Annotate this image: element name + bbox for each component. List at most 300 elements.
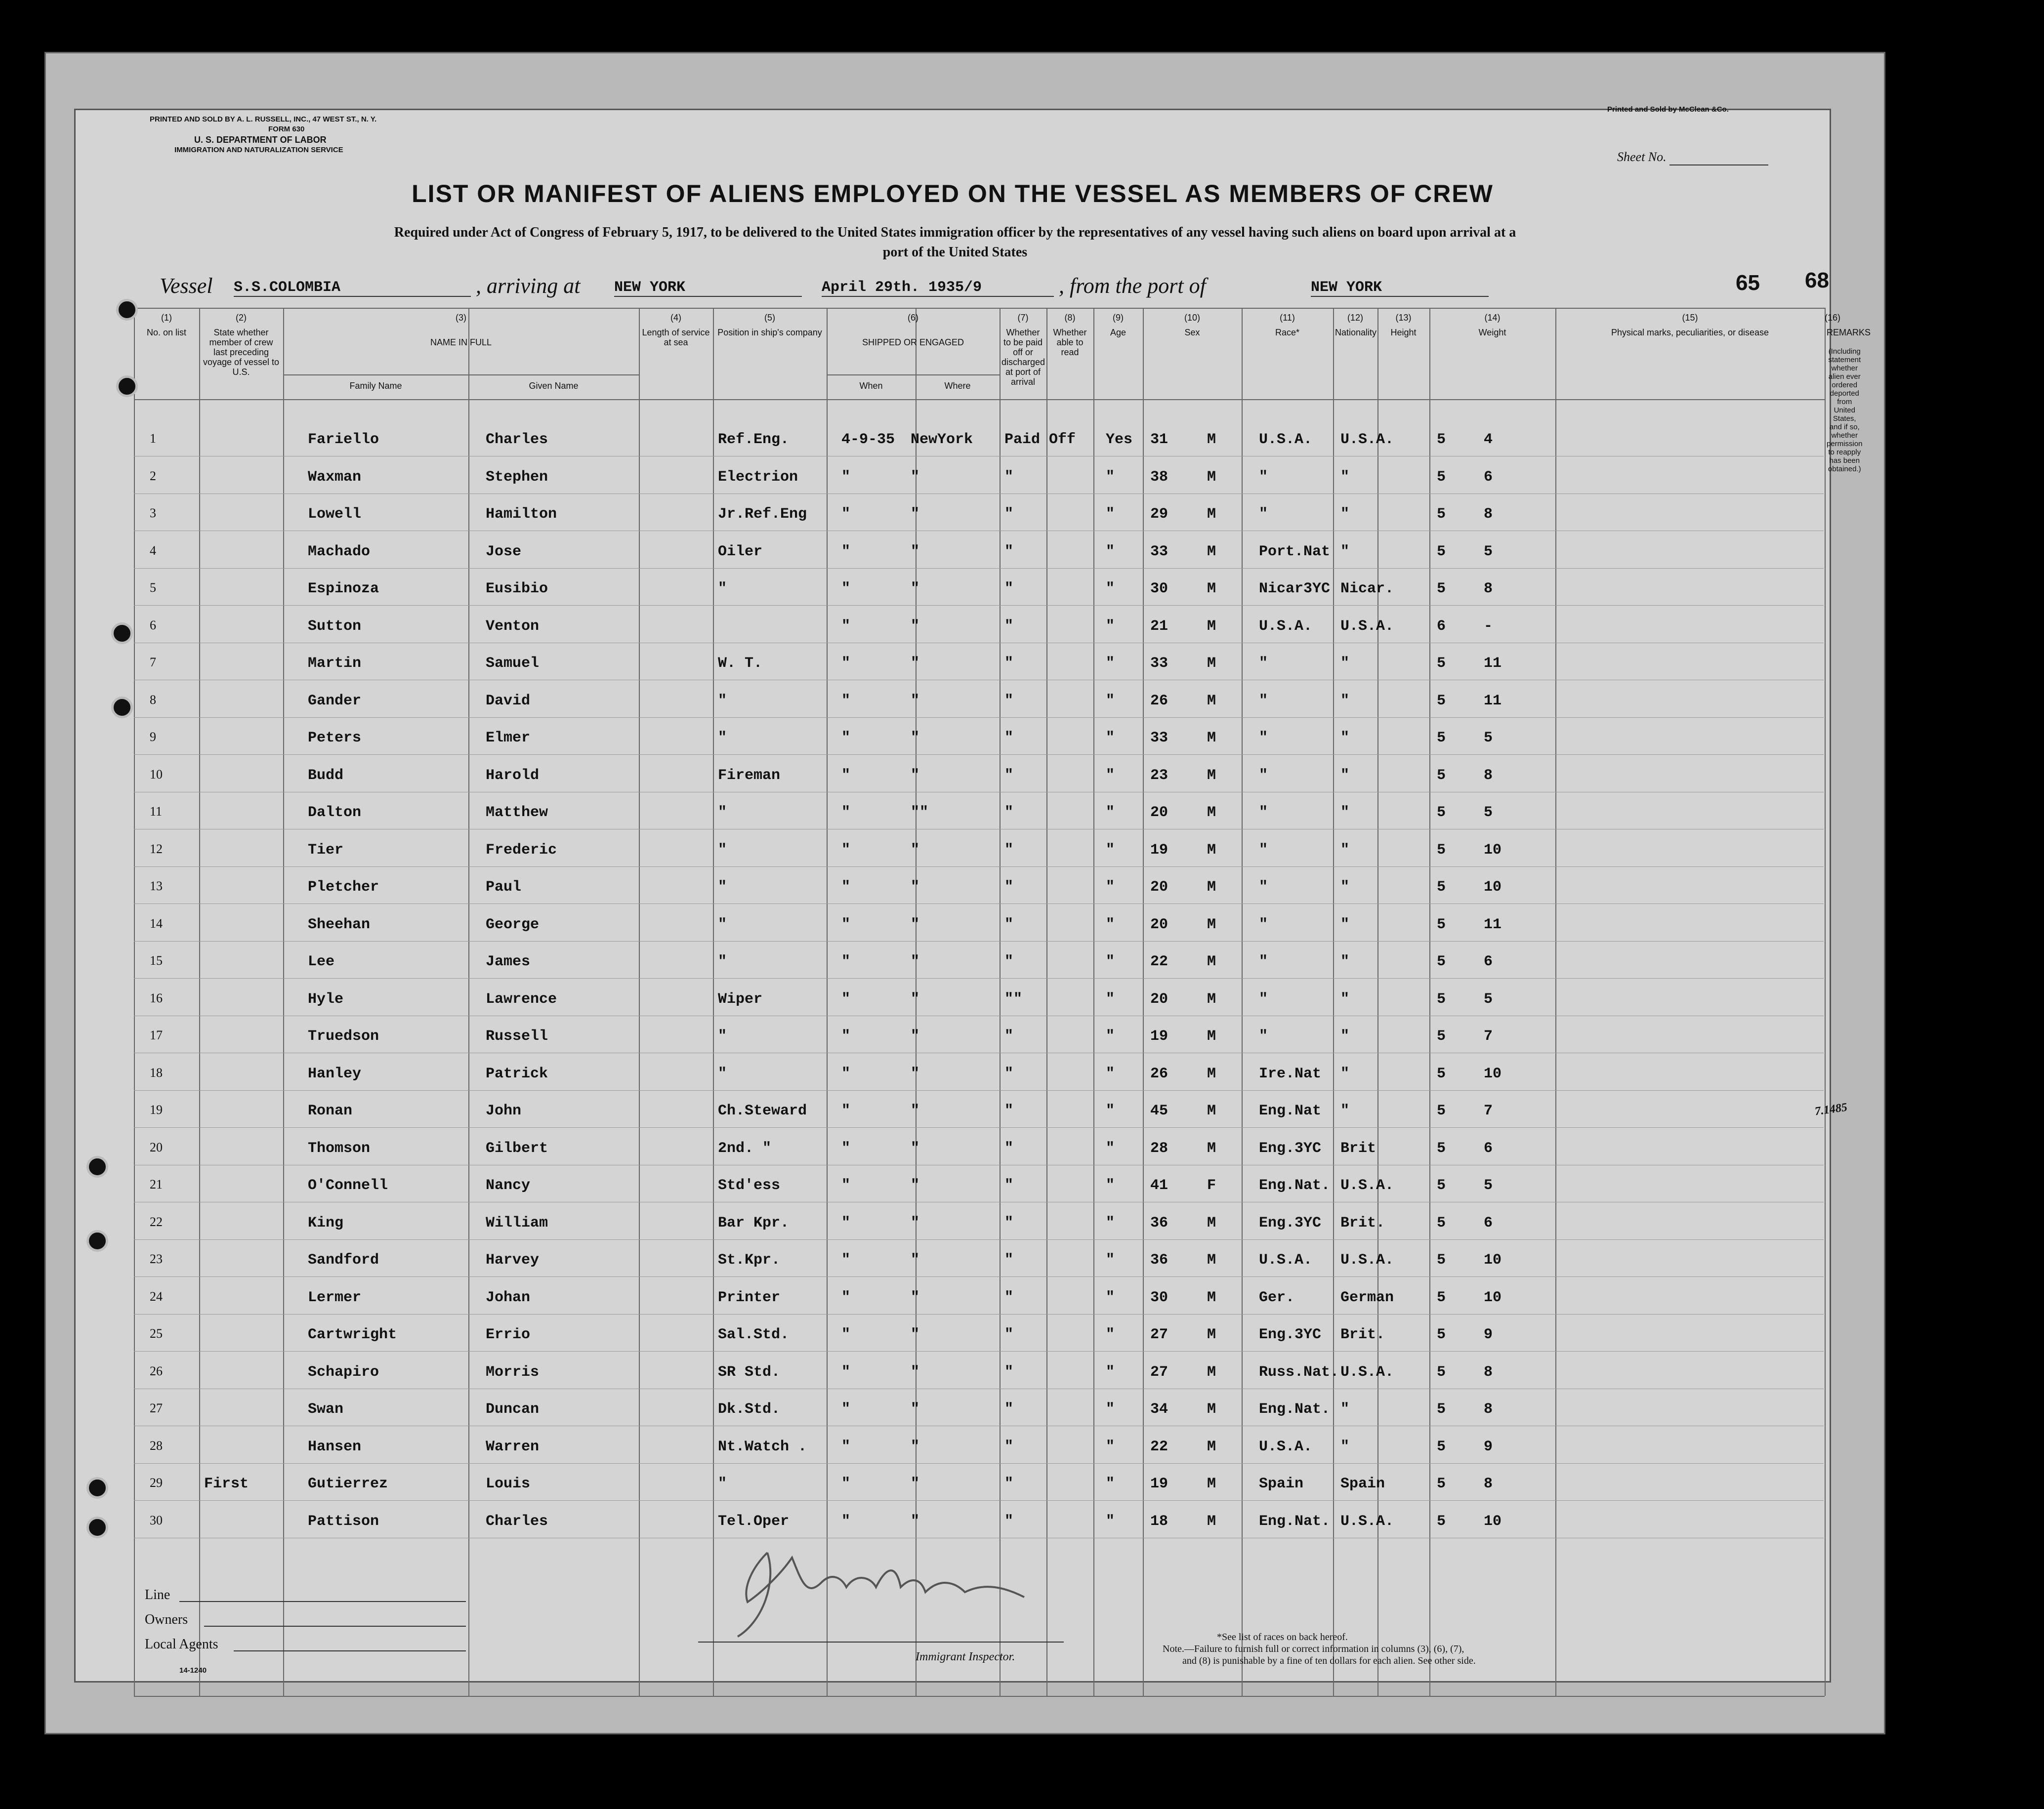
- agents-rule: [234, 1650, 466, 1651]
- height-cell: 5: [1437, 1177, 1446, 1194]
- nationality-cell: German: [1340, 1289, 1394, 1306]
- family-name-cell: Budd: [308, 767, 344, 784]
- weight-cell: 5: [1484, 730, 1493, 746]
- row-rule: [134, 941, 1824, 942]
- sex-cell: M: [1207, 692, 1216, 709]
- family-name-cell: Hanley: [308, 1065, 362, 1082]
- position-cell: ": [718, 1028, 727, 1045]
- able-to-read-cell: ": [1106, 655, 1115, 672]
- row-number: 25: [150, 1326, 163, 1341]
- given-name-cell: Venton: [486, 617, 540, 635]
- position-cell: W. T.: [718, 655, 763, 672]
- column-header: State whether member of crew last preceding voyage of vessel to U.S.: [203, 328, 280, 377]
- able-to-read-cell: ": [1106, 1214, 1115, 1232]
- able-to-read-cell: ": [1106, 990, 1115, 1008]
- age-cell: 38: [1150, 468, 1168, 486]
- weight-cell: 6: [1484, 1140, 1493, 1157]
- shipped-when-cell: ": [841, 1103, 851, 1119]
- shipped-where-cell: ": [911, 1103, 920, 1119]
- column-rule: [1093, 308, 1094, 1696]
- position-cell: Ref.Eng.: [718, 431, 790, 448]
- sex-cell: M: [1207, 1438, 1216, 1455]
- shipped-where-cell: NewYork: [911, 431, 973, 448]
- sheet-number-label: Sheet No.: [1617, 150, 1768, 165]
- age-cell: 30: [1150, 1289, 1168, 1306]
- column-header: Physical marks, peculiarities, or disease: [1611, 328, 1769, 337]
- row-number: 23: [150, 1252, 163, 1266]
- position-cell: ": [718, 1476, 727, 1492]
- nationality-cell: ": [1340, 1401, 1350, 1418]
- shipped-when-cell: ": [841, 1363, 851, 1381]
- nationality-cell: ": [1340, 1103, 1350, 1119]
- given-name-cell: Stephen: [486, 468, 548, 486]
- column-number: (4): [670, 313, 681, 323]
- position-cell: Wiper: [718, 990, 763, 1008]
- family-name-cell: Gander: [308, 692, 362, 709]
- given-name-cell: Hamilton: [486, 506, 557, 523]
- row-rule: [134, 717, 1824, 718]
- family-name-cell: Dalton: [308, 804, 362, 821]
- weight-cell: 7: [1484, 1103, 1493, 1119]
- column-header: No. on list: [146, 328, 187, 337]
- given-name-cell: Elmer: [486, 730, 531, 746]
- shipped-when-cell: ": [841, 879, 851, 896]
- sex-cell: M: [1207, 916, 1216, 933]
- column-rule: [1242, 308, 1243, 1696]
- shipped-where-cell: ": [911, 1252, 920, 1269]
- family-name-cell: Sheehan: [308, 916, 371, 933]
- shipped-where-cell: ": [911, 1289, 920, 1306]
- given-name-cell: Louis: [486, 1476, 531, 1492]
- nationality-cell: U.S.A.: [1340, 617, 1394, 635]
- sex-cell: M: [1207, 506, 1216, 523]
- row-number: 15: [150, 953, 163, 968]
- shipped-when-cell: ": [841, 1401, 851, 1418]
- penalty-note-1: Note.—Failure to furnish full or correct information in columns (3), (6), (7),: [1163, 1644, 1464, 1654]
- column-rule: [134, 308, 135, 1696]
- arriving-port: NEW YORK: [614, 273, 802, 297]
- weight-cell: 5: [1484, 543, 1493, 560]
- weight-cell: 7: [1484, 1028, 1493, 1045]
- family-name-cell: Martin: [308, 655, 362, 672]
- age-cell: 33: [1150, 730, 1168, 746]
- shipped-where-cell: ": [911, 879, 920, 896]
- height-cell: 5: [1437, 1363, 1446, 1381]
- row-number: 11: [150, 804, 163, 819]
- weight-cell: 11: [1484, 655, 1502, 672]
- age-cell: 33: [1150, 543, 1168, 560]
- column-rule: [827, 308, 828, 1696]
- able-to-read-cell: ": [1106, 879, 1115, 896]
- given-name-cell: Errio: [486, 1326, 531, 1343]
- position-cell: Ch.Steward: [718, 1103, 807, 1119]
- column-number: (5): [764, 313, 775, 323]
- shipped-where-cell: ": [911, 543, 920, 560]
- shipped-when-cell: ": [841, 767, 851, 784]
- from-label: , from the port of: [1059, 274, 1206, 298]
- column-number: (9): [1113, 313, 1124, 323]
- race-cell: U.S.A.: [1259, 617, 1313, 635]
- column-rule: [468, 308, 469, 1696]
- binder-hole: [86, 1156, 108, 1178]
- weight-cell: 9: [1484, 1438, 1493, 1455]
- age-cell: 26: [1150, 1065, 1168, 1082]
- nationality-cell: ": [1340, 468, 1350, 486]
- paid-off-cell: ": [1004, 1214, 1014, 1232]
- weight-cell: 5: [1484, 1177, 1493, 1194]
- shipped-where-cell: ": [911, 916, 920, 933]
- age-cell: 19: [1150, 841, 1168, 859]
- shipped-when-cell: ": [841, 841, 851, 859]
- age-cell: 22: [1150, 1438, 1168, 1455]
- owners-rule: [204, 1626, 466, 1627]
- row-number: 21: [150, 1177, 163, 1192]
- row-rule: [134, 1463, 1824, 1464]
- able-to-read-cell: ": [1106, 506, 1115, 523]
- column-header: Whether able to read: [1053, 328, 1087, 357]
- given-name-cell: Frederic: [486, 841, 557, 859]
- shipped-where-cell: ": [911, 1177, 920, 1194]
- able-to-read-cell: ": [1106, 1438, 1115, 1455]
- weight-cell: 4: [1484, 431, 1493, 448]
- shipped-where-cell: ": [911, 730, 920, 746]
- weight-cell: 11: [1484, 916, 1502, 933]
- column-header: SHIPPED OR ENGAGED: [862, 337, 964, 347]
- nationality-cell: ": [1340, 953, 1350, 970]
- able-to-read-cell: ": [1106, 1289, 1115, 1306]
- family-name-cell: Espinoza: [308, 580, 379, 597]
- row-rule: [134, 1239, 1824, 1240]
- binder-hole: [116, 375, 138, 397]
- column-number: (12): [1347, 313, 1363, 323]
- paid-off-cell: ": [1004, 655, 1014, 672]
- able-to-read-cell: ": [1106, 767, 1115, 784]
- height-cell: 5: [1437, 841, 1446, 859]
- row-rule: [134, 1500, 1824, 1501]
- shipped-when-cell: ": [841, 655, 851, 672]
- sex-cell: M: [1207, 879, 1216, 896]
- able-to-read-cell: ": [1106, 1363, 1115, 1381]
- sex-cell: M: [1207, 431, 1216, 448]
- position-cell: Dk.Std.: [718, 1401, 781, 1418]
- column-header: Length of service at sea: [642, 328, 710, 347]
- manifest-subtitle: Required under Act of Congress of February 5, 1917, to be delivered to the United States immigration officer by the representatives of any vessel having such aliens on board upon arrival at a port of the United States: [394, 225, 1516, 260]
- height-cell: 5: [1437, 990, 1446, 1008]
- race-cell: ": [1259, 879, 1268, 896]
- age-cell: 27: [1150, 1363, 1168, 1381]
- nationality-cell: ": [1340, 655, 1350, 672]
- row-rule: [134, 605, 1824, 606]
- race-cell: U.S.A.: [1259, 1438, 1313, 1455]
- given-name-cell: Paul: [486, 879, 522, 896]
- column-rule: [1825, 308, 1826, 1696]
- position-cell: ": [718, 1065, 727, 1082]
- column-subheader: Family Name: [349, 381, 402, 391]
- age-cell: 26: [1150, 692, 1168, 709]
- given-name-cell: Lawrence: [486, 990, 557, 1008]
- age-cell: 18: [1150, 1513, 1168, 1530]
- paid-off-cell: ": [1004, 1513, 1014, 1530]
- height-cell: 5: [1437, 1214, 1446, 1232]
- shipped-when-cell: ": [841, 1214, 851, 1232]
- shipped-when-cell: ": [841, 1252, 851, 1269]
- height-cell: 5: [1437, 1028, 1446, 1045]
- paid-off-cell: ": [1004, 916, 1014, 933]
- height-cell: 5: [1437, 431, 1446, 448]
- nationality-cell: Brit.: [1340, 1326, 1385, 1343]
- column-header: Whether to be paid off or discharged at port of arrival: [1001, 328, 1045, 387]
- given-name-cell: John: [486, 1103, 522, 1119]
- age-cell: 20: [1150, 804, 1168, 821]
- race-cell: ": [1259, 804, 1268, 821]
- weight-cell: 6: [1484, 953, 1493, 970]
- race-cell: Russ.Nat.: [1259, 1363, 1339, 1381]
- sex-cell: M: [1207, 953, 1216, 970]
- given-name-cell: Harvey: [486, 1252, 540, 1269]
- shipped-where-cell: ": [911, 692, 920, 709]
- row-number: 8: [150, 692, 156, 707]
- family-name-cell: Pattison: [308, 1513, 379, 1530]
- weight-cell: 9: [1484, 1326, 1493, 1343]
- shipped-when-cell: ": [841, 1028, 851, 1045]
- given-name-cell: Russell: [486, 1028, 548, 1045]
- position-cell: Fireman: [718, 767, 781, 784]
- race-cell: Spain: [1259, 1476, 1304, 1492]
- sex-cell: M: [1207, 1289, 1216, 1306]
- age-cell: 36: [1150, 1252, 1168, 1269]
- column-number: (10): [1184, 313, 1200, 323]
- given-name-cell: Eusibio: [486, 580, 548, 597]
- family-name-cell: Thomson: [308, 1140, 371, 1157]
- row-rule: [134, 754, 1824, 755]
- nationality-cell: ": [1340, 990, 1350, 1008]
- sex-cell: M: [1207, 580, 1216, 597]
- family-name-cell: Swan: [308, 1401, 344, 1418]
- family-name-cell: Gutierrez: [308, 1476, 388, 1492]
- department-name: U. S. DEPARTMENT OF LABOR: [194, 135, 327, 145]
- row-number: 2: [150, 468, 156, 483]
- able-to-read-cell: ": [1106, 1476, 1115, 1492]
- row-number: 26: [150, 1363, 163, 1378]
- arriving-label: , arriving at: [476, 274, 581, 298]
- column-rule: [199, 308, 200, 1696]
- position-cell: ": [718, 953, 727, 970]
- paid-off-cell: ": [1004, 580, 1014, 597]
- position-cell: Bar Kpr.: [718, 1214, 790, 1232]
- weight-cell: 8: [1484, 767, 1493, 784]
- family-name-cell: Lee: [308, 953, 335, 970]
- race-cell: ": [1259, 841, 1268, 859]
- height-cell: 5: [1437, 543, 1446, 560]
- position-cell: Oiler: [718, 543, 763, 560]
- height-cell: 5: [1437, 580, 1446, 597]
- shipped-when-cell: ": [841, 990, 851, 1008]
- family-name-cell: Sutton: [308, 617, 362, 635]
- column-header: Race*: [1275, 328, 1300, 337]
- height-cell: 5: [1437, 692, 1446, 709]
- nationality-cell: ": [1340, 1065, 1350, 1082]
- able-to-read-cell: ": [1106, 1326, 1115, 1343]
- row-rule: [134, 1090, 1824, 1091]
- from-port: NEW YORK: [1311, 273, 1489, 297]
- printer-credit-right: Printed and Sold by McClean &Co.: [1607, 105, 1729, 114]
- penalty-note-2: and (8) is punishable by a fine of ten dollars for each alien. See other side.: [1182, 1655, 1476, 1666]
- shipped-where-cell: ": [911, 1438, 920, 1455]
- row-number: 22: [150, 1214, 163, 1229]
- race-cell: Eng.Nat.: [1259, 1513, 1331, 1530]
- given-name-cell: Charles: [486, 431, 548, 448]
- column-rule: [639, 308, 640, 1696]
- height-cell: 5: [1437, 506, 1446, 523]
- column-number: (3): [456, 313, 466, 323]
- position-cell: Std'ess: [718, 1177, 781, 1194]
- given-name-cell: Samuel: [486, 655, 540, 672]
- row-rule: [134, 493, 1824, 494]
- sex-cell: M: [1207, 1326, 1216, 1343]
- given-name-cell: David: [486, 692, 531, 709]
- column-rule: [1333, 308, 1334, 1696]
- shipped-where-cell: ": [911, 1140, 920, 1157]
- race-cell: Eng.3YC: [1259, 1326, 1322, 1343]
- given-name-cell: Patrick: [486, 1065, 548, 1082]
- row-number: 16: [150, 990, 163, 1005]
- row-number: 24: [150, 1289, 163, 1304]
- race-cell: ": [1259, 730, 1268, 746]
- sex-cell: M: [1207, 1363, 1216, 1381]
- weight-cell: 8: [1484, 1401, 1493, 1418]
- position-cell: 2nd. ": [718, 1140, 772, 1157]
- family-name-cell: Truedson: [308, 1028, 379, 1045]
- nationality-cell: ": [1340, 543, 1350, 560]
- paid-off-cell: ": [1004, 841, 1014, 859]
- shipped-where-cell: ": [911, 468, 920, 486]
- column-header: REMARKS: [1827, 328, 1871, 337]
- race-cell: Ire.Nat: [1259, 1065, 1322, 1082]
- sex-cell: M: [1207, 1252, 1216, 1269]
- binder-hole: [111, 622, 133, 644]
- shipped-where-cell: ": [911, 1363, 920, 1381]
- row-number: 12: [150, 841, 163, 856]
- height-cell: 5: [1437, 1476, 1446, 1492]
- shipped-where-cell: ": [911, 1326, 920, 1343]
- paid-off-cell: ": [1004, 1028, 1014, 1045]
- paid-off-cell: ": [1004, 1140, 1014, 1157]
- line-rule: [179, 1601, 466, 1602]
- shipped-where-cell: ": [911, 617, 920, 635]
- sex-cell: M: [1207, 468, 1216, 486]
- weight-cell: 10: [1484, 1065, 1502, 1082]
- manifest-page: [74, 105, 1871, 1683]
- weight-cell: 10: [1484, 879, 1502, 896]
- given-name-cell: Jose: [486, 543, 522, 560]
- family-name-cell: Fariello: [308, 431, 379, 448]
- printer-credit: PRINTED AND SOLD BY A. L. RUSSELL, INC., 47 WEST ST., N. Y.: [150, 115, 377, 123]
- race-cell: ": [1259, 990, 1268, 1008]
- family-name-cell: King: [308, 1214, 344, 1232]
- shipped-where-cell: ": [911, 1028, 920, 1045]
- height-cell: 5: [1437, 1065, 1446, 1082]
- paid-off-cell: ": [1004, 953, 1014, 970]
- position-cell: ": [718, 841, 727, 859]
- column-header: Nationality: [1335, 328, 1377, 337]
- position-cell: Electrion: [718, 468, 798, 486]
- able-to-read-cell: Yes: [1106, 431, 1133, 448]
- sex-cell: M: [1207, 1028, 1216, 1045]
- race-cell: ": [1259, 916, 1268, 933]
- position-cell: Nt.Watch .: [718, 1438, 807, 1455]
- shipped-where-cell: ": [911, 1214, 920, 1232]
- age-cell: 34: [1150, 1401, 1168, 1418]
- sex-cell: M: [1207, 730, 1216, 746]
- height-cell: 5: [1437, 1289, 1446, 1306]
- height-cell: 6: [1437, 617, 1446, 635]
- race-cell: ": [1259, 506, 1268, 523]
- row-number: 19: [150, 1103, 163, 1117]
- given-name-cell: Johan: [486, 1289, 531, 1306]
- races-note: *See list of races on back hereof.: [1217, 1632, 1348, 1643]
- row-rule: [134, 1351, 1824, 1352]
- age-cell: 22: [1150, 953, 1168, 970]
- column-rule: [713, 308, 714, 1696]
- remarks-detail: (Including statement whether alien ever ordered deported from United States, and if so, whether permission to reapply has been obtained.): [1827, 347, 1863, 473]
- nationality-cell: ": [1340, 767, 1350, 784]
- row-number: 9: [150, 730, 156, 744]
- binder-hole: [111, 697, 133, 718]
- age-cell: 20: [1150, 879, 1168, 896]
- table-bottom-rule: [134, 1696, 1825, 1697]
- sex-cell: M: [1207, 1401, 1216, 1418]
- nationality-cell: Spain: [1340, 1476, 1385, 1492]
- able-to-read-cell: ": [1106, 1513, 1115, 1530]
- weight-cell: 10: [1484, 841, 1502, 859]
- given-name-cell: George: [486, 916, 540, 933]
- race-cell: ": [1259, 767, 1268, 784]
- position-cell: ": [718, 879, 727, 896]
- nationality-cell: U.S.A.: [1340, 431, 1394, 448]
- able-to-read-cell: ": [1106, 1140, 1115, 1157]
- height-cell: 5: [1437, 1252, 1446, 1269]
- nationality-cell: U.S.A.: [1340, 1363, 1394, 1381]
- column-header: Position in ship's company: [717, 328, 822, 337]
- height-cell: 5: [1437, 468, 1446, 486]
- age-cell: 29: [1150, 506, 1168, 523]
- subheader-rule: [827, 374, 1000, 375]
- weight-cell: 6: [1484, 468, 1493, 486]
- weight-cell: 5: [1484, 990, 1493, 1008]
- race-cell: ": [1259, 655, 1268, 672]
- able-to-read-cell: ": [1106, 730, 1115, 746]
- subheader-rule: [283, 374, 639, 375]
- shipped-when-cell: ": [841, 543, 851, 560]
- sex-cell: M: [1207, 841, 1216, 859]
- row-rule: [134, 568, 1824, 569]
- paid-off-cell: ": [1004, 804, 1014, 821]
- nationality-cell: ": [1340, 1438, 1350, 1455]
- able-to-read-cell: ": [1106, 1252, 1115, 1269]
- sex-cell: M: [1207, 767, 1216, 784]
- column-rule: [1046, 308, 1047, 1696]
- paid-off-cell: ": [1004, 1401, 1014, 1418]
- race-cell: Eng.3YC: [1259, 1140, 1322, 1157]
- able-to-read-cell: ": [1106, 1065, 1115, 1082]
- position-cell: ": [718, 730, 727, 746]
- table-top-rule: [134, 308, 1825, 309]
- family-name-cell: Hyle: [308, 990, 344, 1008]
- sex-cell: M: [1207, 1140, 1216, 1157]
- weight-cell: 8: [1484, 1476, 1493, 1492]
- position-cell: Tel.Oper: [718, 1513, 790, 1530]
- paid-off-cell: ": [1004, 1438, 1014, 1455]
